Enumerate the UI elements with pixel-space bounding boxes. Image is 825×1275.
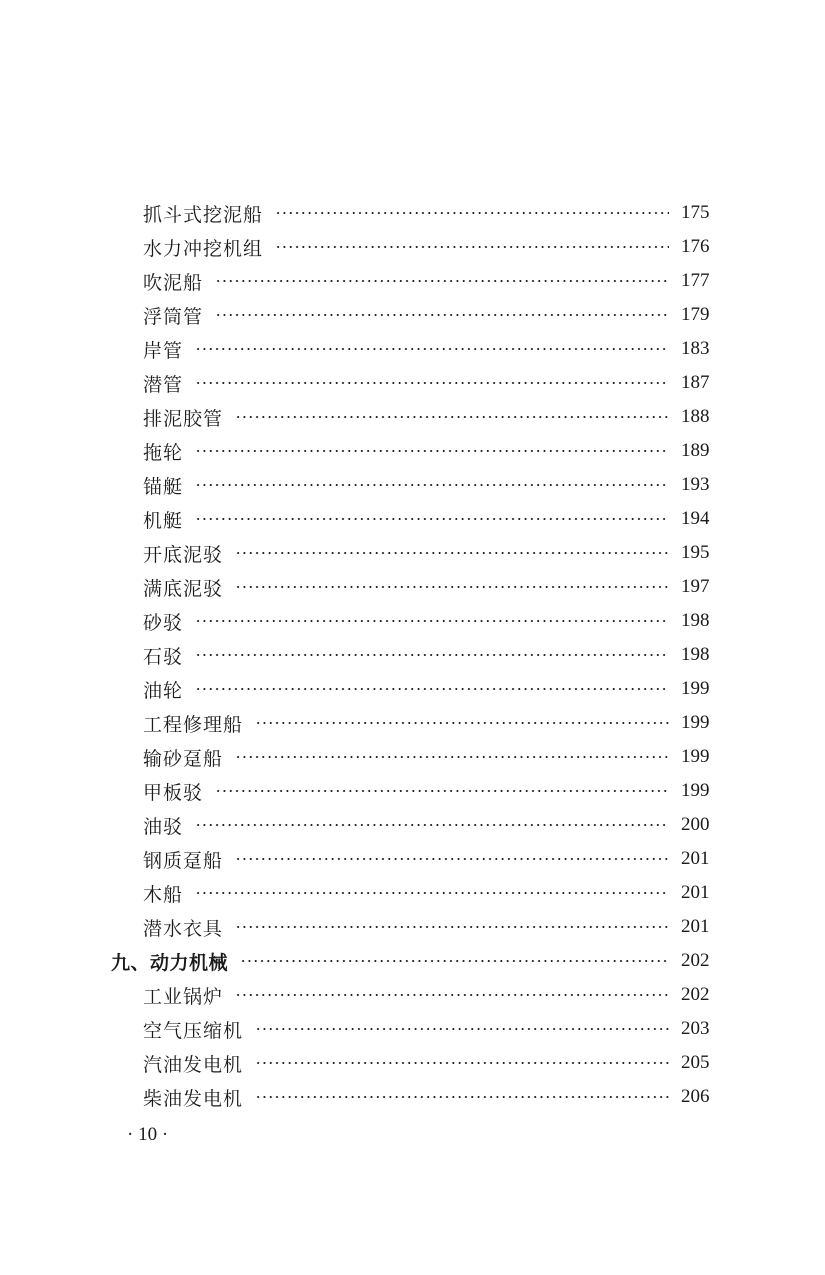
toc-entry-page: 203	[681, 1018, 710, 1039]
toc-entry-title: 潜管	[143, 373, 184, 396]
toc-entry-title: 工业锅炉	[143, 985, 224, 1008]
toc-entry-title: 输砂趸船	[143, 747, 224, 770]
dot-leader	[195, 518, 669, 520]
dot-leader	[195, 688, 669, 690]
dot-leader	[275, 246, 669, 248]
toc-entry	[0, 638, 825, 672]
dot-leader	[235, 994, 669, 996]
toc-entry-page: 200	[681, 814, 710, 835]
dot-leader	[215, 314, 669, 316]
toc-entry	[0, 570, 825, 604]
toc-entry-title: 工程修理船	[143, 713, 244, 736]
dot-leader	[215, 280, 669, 282]
toc-entry-title: 拖轮	[143, 441, 184, 464]
toc-entry-page: 195	[681, 542, 710, 563]
toc-entry-page: 187	[681, 372, 710, 393]
dot-leader	[255, 1096, 669, 1098]
toc-entry-page: 198	[681, 610, 710, 631]
dot-leader	[255, 1028, 669, 1030]
toc-entry	[0, 230, 825, 264]
toc-entry-page: 193	[681, 474, 710, 495]
toc-entry	[0, 1080, 825, 1114]
toc-entry	[0, 196, 825, 230]
toc-entry-title: 开底泥驳	[143, 543, 224, 566]
toc-entry	[0, 468, 825, 502]
toc-entry-title: 九、动力机械	[111, 951, 229, 974]
toc-entry	[0, 434, 825, 468]
toc-entry	[0, 1046, 825, 1080]
toc-entry-page: 201	[681, 848, 710, 869]
toc-entry-title: 钢质趸船	[143, 849, 224, 872]
toc-entry	[0, 298, 825, 332]
toc-entry-title: 空气压缩机	[143, 1019, 244, 1042]
toc-entry	[0, 740, 825, 774]
toc-entry-title: 浮筒管	[143, 305, 204, 328]
toc-entry-page: 206	[681, 1086, 710, 1107]
toc-entry	[0, 808, 825, 842]
dot-leader	[240, 960, 669, 962]
toc-entry-page: 197	[681, 576, 710, 597]
toc-entry	[0, 366, 825, 400]
toc-entry	[0, 502, 825, 536]
toc-entry	[0, 842, 825, 876]
table-of-contents	[0, 196, 825, 1114]
toc-entry	[0, 1012, 825, 1046]
toc-entry-page: 199	[681, 780, 710, 801]
toc-entry-page: 189	[681, 440, 710, 461]
dot-leader	[235, 858, 669, 860]
toc-entry-page: 199	[681, 678, 710, 699]
toc-entry	[0, 400, 825, 434]
dot-leader	[195, 620, 669, 622]
toc-entry	[0, 604, 825, 638]
dot-leader	[235, 416, 669, 418]
toc-entry-page: 201	[681, 916, 710, 937]
dot-leader	[235, 552, 669, 554]
toc-entry-title: 抓斗式挖泥船	[143, 203, 264, 226]
dot-leader	[195, 382, 669, 384]
toc-entry-title: 油轮	[143, 679, 184, 702]
toc-section-heading	[0, 944, 825, 978]
dot-leader	[195, 484, 669, 486]
toc-entry-title: 岸管	[143, 339, 184, 362]
toc-entry-page: 194	[681, 508, 710, 529]
dot-leader	[195, 348, 669, 350]
toc-entry-page: 183	[681, 338, 710, 359]
page-number: · 10 ·	[127, 1124, 169, 1145]
dot-leader	[235, 926, 669, 928]
toc-entry-page: 175	[681, 202, 710, 223]
toc-entry-page: 198	[681, 644, 710, 665]
toc-entry-title: 排泥胶管	[143, 407, 224, 430]
toc-entry-title: 锚艇	[143, 475, 184, 498]
toc-entry-title: 木船	[143, 883, 184, 906]
toc-entry-page: 202	[681, 950, 710, 971]
toc-entry-page: 177	[681, 270, 710, 291]
toc-entry	[0, 536, 825, 570]
dot-leader	[195, 450, 669, 452]
toc-entry-title: 砂驳	[143, 611, 184, 634]
toc-entry-title: 石驳	[143, 645, 184, 668]
dot-leader	[235, 586, 669, 588]
toc-entry	[0, 978, 825, 1012]
toc-entry-page: 199	[681, 746, 710, 767]
toc-entry-page: 188	[681, 406, 710, 427]
toc-entry-title: 满底泥驳	[143, 577, 224, 600]
toc-entry-page: 176	[681, 236, 710, 257]
toc-entry-title: 机艇	[143, 509, 184, 532]
dot-leader	[275, 212, 669, 214]
toc-entry-title: 柴油发电机	[143, 1087, 244, 1110]
toc-entry-title: 甲板驳	[143, 781, 204, 804]
dot-leader	[195, 892, 669, 894]
toc-entry-page: 201	[681, 882, 710, 903]
toc-entry-page: 202	[681, 984, 710, 1005]
toc-entry-title: 吹泥船	[143, 271, 204, 294]
toc-entry-page: 199	[681, 712, 710, 733]
toc-entry	[0, 774, 825, 808]
dot-leader	[255, 722, 669, 724]
dot-leader	[215, 790, 669, 792]
toc-entry	[0, 672, 825, 706]
toc-entry-title: 潜水衣具	[143, 917, 224, 940]
dot-leader	[255, 1062, 669, 1064]
toc-entry-title: 汽油发电机	[143, 1053, 244, 1076]
toc-entry-title: 油驳	[143, 815, 184, 838]
toc-entry	[0, 706, 825, 740]
toc-entry	[0, 332, 825, 366]
toc-entry	[0, 264, 825, 298]
dot-leader	[195, 654, 669, 656]
toc-entry	[0, 876, 825, 910]
toc-entry-page: 205	[681, 1052, 710, 1073]
toc-entry	[0, 910, 825, 944]
toc-entry-page: 179	[681, 304, 710, 325]
dot-leader	[195, 824, 669, 826]
toc-entry-title: 水力冲挖机组	[143, 237, 264, 260]
dot-leader	[235, 756, 669, 758]
